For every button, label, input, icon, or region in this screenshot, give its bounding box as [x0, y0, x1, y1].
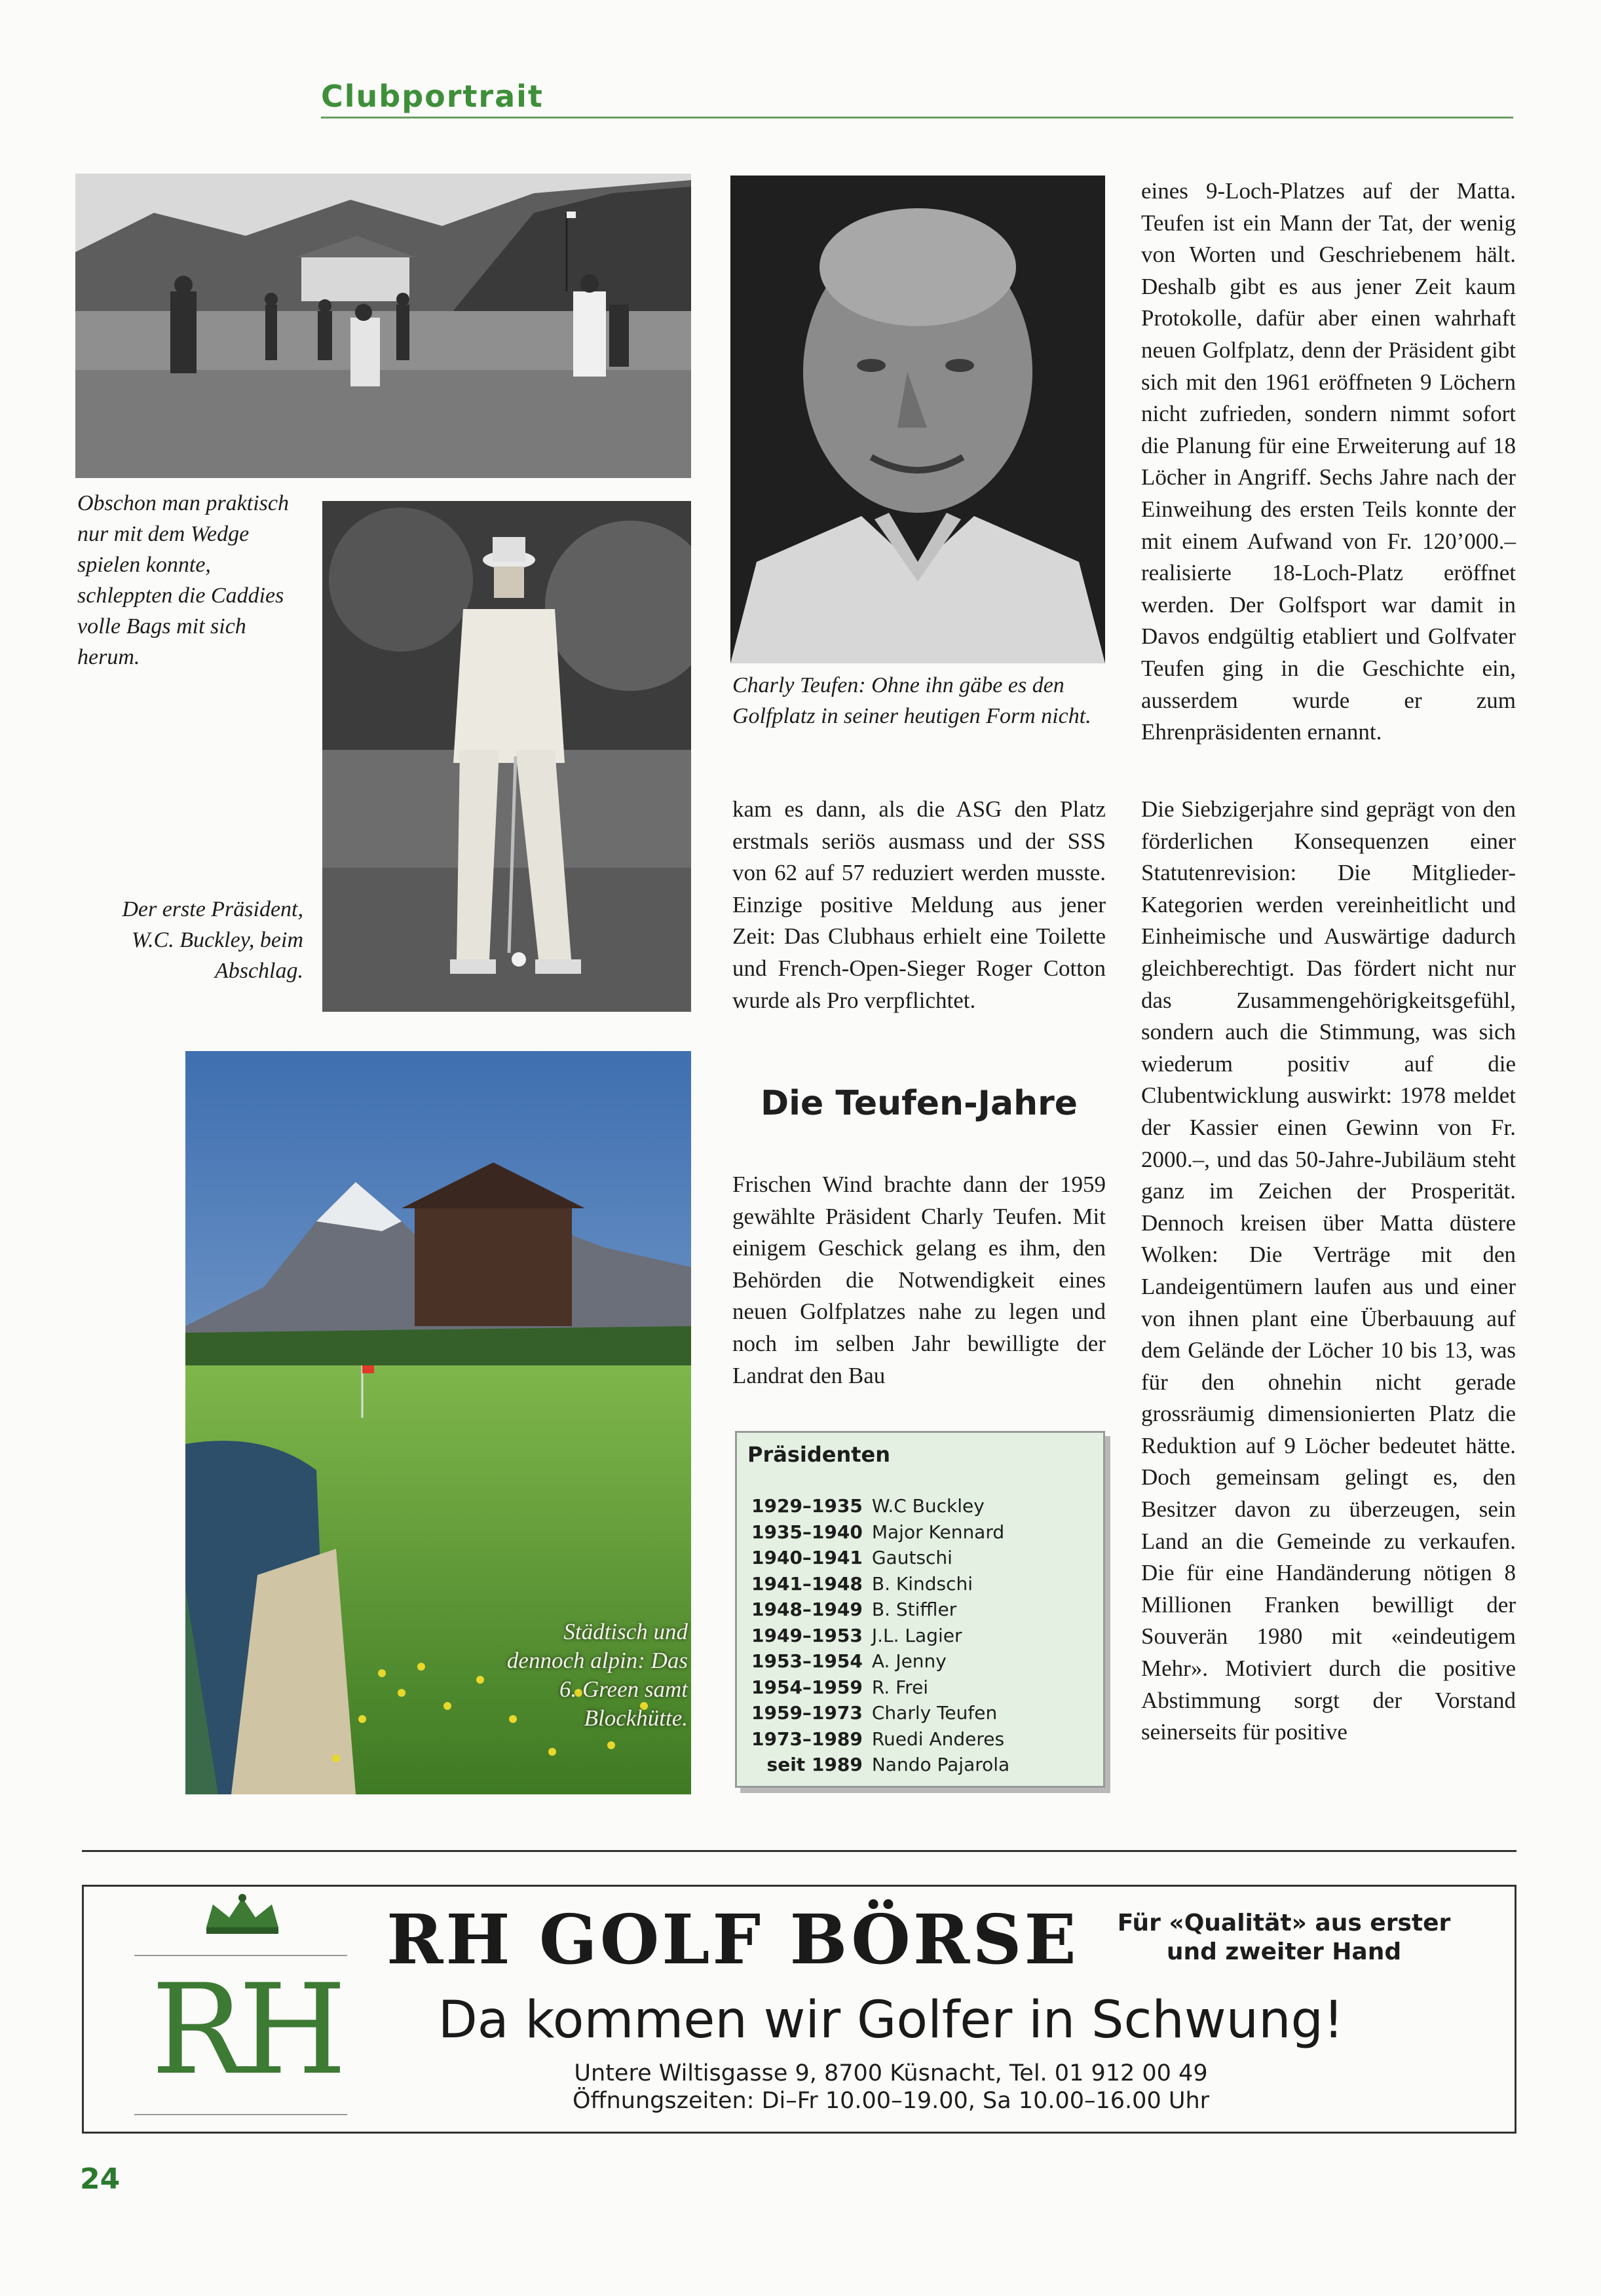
- ad-opening-hours: Öffnungszeiten: Di–Fr 10.00–19.00, Sa 10.00–16.00 Uhr: [572, 2088, 1210, 2114]
- photo-caption-teufen: Charly Teufen: Ohne ihn gäbe es den Golfplatz in seiner heutigen Form nicht.: [732, 673, 1091, 728]
- president-name: R. Frei: [871, 1676, 929, 1698]
- president-name: Major Kennard: [871, 1521, 1005, 1543]
- president-years: 1959–1973: [751, 1702, 863, 1724]
- photo-caption-sixth-green: Städtisch und dennoch alpin: Das 6. Green samt Blockhütte.: [506, 1619, 688, 1731]
- president-row: [751, 1545, 1009, 1571]
- article-column-middle: [732, 794, 1106, 1016]
- president-row: [751, 1571, 1009, 1597]
- president-years: seit 1989: [766, 1754, 863, 1775]
- logo-rule-bottom: [134, 2114, 347, 2115]
- president-name: B. Kindschi: [871, 1572, 973, 1595]
- crown-logo-icon: [193, 1891, 292, 1937]
- president-name: Charly Teufen: [871, 1702, 998, 1724]
- rh-monogram-logo: RH: [151, 1957, 341, 2102]
- photo-caption-caddies: Obschon man praktisch nur mit dem Wedge spielen konnte, schleppten die Caddies volle Bags mit sich herum.: [77, 491, 289, 669]
- president-row: [751, 1648, 1009, 1675]
- president-years: 1954–1959: [751, 1676, 863, 1698]
- article-paragraph: kam es dann, als die ASG den Platz erstmals seriös ausmass und der SSS von 62 auf 57 reduziert werden musste. Einzige positive Meldung aus jener Zeit: Das Clubhaus erhielt eine Toilette und French-Open-Sieger Roger Cotton wurde als Pro verpflichtet.: [732, 796, 1106, 1013]
- ad-title: RH GOLF BÖRSE: [386, 1899, 1079, 1980]
- president-years: 1940–1941: [751, 1547, 863, 1568]
- presidents-title: Präsidenten: [747, 1442, 891, 1467]
- president-years: 1929–1935: [751, 1495, 863, 1517]
- article-column-middle-2: [732, 1169, 1106, 1392]
- article-paragraph: eines 9-Loch-Platzes auf der Matta. Teufen ist ein Mann der Tat, der wenig von Worten und Geschriebenem hält. Deshalb gibt es aus jener Zeit kaum Protokolle, dafür aber einen wahrhaft neuen Golfplatz, denn der Präsident gibt sich mit den 1961 eröffneten 9 Löchern nicht zufrieden, sondern nimmt sofort die Planung für eine Erweiterung auf 18 Löcher in Angriff. Sechs Jahre nach der Einweihung des ersten Teils konnte der mit einem Aufwand von Fr. 120’000.– realisierte 18-Loch-Platz eröffnet werden. Der Golfsport war damit in Davos endgültig etabliert und Golfvater Teufen ging in die Geschichte ein, ausserdem wurde er zum Ehrenpräsidenten ernannt.: [1141, 178, 1516, 745]
- president-row: [751, 1493, 1009, 1519]
- historic-golfers-photo: [75, 174, 691, 478]
- photo-caption-buckley: Der erste Präsident, W.C. Buckley, beim Abschlag.: [122, 897, 303, 983]
- president-row: [751, 1752, 1009, 1778]
- president-row: [751, 1700, 1009, 1726]
- ad-contact: [498, 2060, 1284, 2115]
- president-row: [751, 1519, 1009, 1546]
- president-name: W.C Buckley: [871, 1495, 985, 1517]
- president-name: B. Stiffler: [871, 1599, 957, 1620]
- ad-separator: [82, 1850, 1516, 1852]
- presidents-table: [751, 1493, 1009, 1778]
- article-column-right-2: [1141, 794, 1516, 1749]
- president-row: [751, 1597, 1009, 1623]
- president-row: [751, 1623, 1009, 1649]
- article-paragraph: Die Siebzigerjahre sind geprägt von den förderlichen Konsequenzen einer Statutenrevision: Die Mitglieder-Kategorien werden vereinheitlicht und Einheimische und Auswärtige dadurch gleichberechtigt. Das fördert nicht nur das Zusammengehörigkeitsgefühl, sondern auch die Stimmung, was sich wiederum positiv auf die Clubentwicklung auswirkt: 1978 meldet der Kassier einen Gewinn von Fr. 2000.–, und das 50-Jahre-Jubiläum steht ganz im Zeichen der Prosperität. Dennoch kreisen über Matta düstere Wolken: Die Verträge mit den Landeigentümern laufen aus und einer von ihnen plant eine Überbauung auf dem Gelände der Löcher 10 bis 13, was für den ohnehin nicht gerade grossräumig dimensionierten Platz die Reduktion auf 9 Löcher bedeutet hätte. Doch gemeinsam gelingt es, den Besitzer davon zu überzeugen, sein Land an die Gemeinde zu verkaufen. Die für eine Handänderung nötigen 8 Millionen Franken bewilligt der Souverän 1980 mit «eindeutigem Mehr». Motiviert durch die positive Abstimmung sorgt der Vorstand seinerseits für positive: [1141, 796, 1516, 1745]
- president-years: 1941–1948: [751, 1572, 863, 1595]
- president-name: J.L. Lagier: [871, 1624, 962, 1646]
- ad-quality-line: und zweiter Hand: [1166, 1938, 1402, 1965]
- section-heading-teufen-jahre: Die Teufen-Jahre: [760, 1084, 1078, 1123]
- ad-quality-line: Für «Qualität» aus erster: [1117, 1910, 1451, 1936]
- president-years: 1948–1949: [751, 1599, 863, 1620]
- section-title: Clubportrait: [321, 79, 544, 114]
- president-name: Nando Pajarola: [871, 1754, 1010, 1775]
- president-years: 1935–1940: [751, 1521, 863, 1543]
- ad-quality-text: [1114, 1909, 1454, 1967]
- article-paragraph: Frischen Wind brachte dann der 1959 gewählte Präsident Charly Teufen. Mit einigem Geschick gelang es ihm, den Behörden die Notwendigkeit eines neuen Golfplatzes nahe zu legen und noch im selben Jahr bewilligte der Landrat den Bau: [732, 1172, 1106, 1388]
- page-number: 24: [80, 2162, 121, 2196]
- article-column-right: [1141, 176, 1516, 749]
- buckley-tee-off-photo: [322, 501, 691, 1012]
- president-name: Ruedi Anderes: [871, 1728, 1005, 1750]
- president-years: 1973–1989: [751, 1728, 863, 1750]
- president-years: 1953–1954: [751, 1650, 863, 1672]
- charly-teufen-portrait: [730, 176, 1105, 663]
- president-years: 1949–1953: [751, 1624, 863, 1646]
- president-row: [751, 1675, 1009, 1701]
- president-name: A. Jenny: [871, 1650, 947, 1672]
- ad-address: Untere Wiltisgasse 9, 8700 Küsnacht, Tel. 01 912 00 49: [574, 2060, 1208, 2086]
- presidents-box: [735, 1431, 1105, 1788]
- ad-slogan: Da kommen wir Golfer in Schwung!: [438, 1991, 1344, 2050]
- president-row: [751, 1726, 1009, 1752]
- president-name: Gautschi: [871, 1547, 952, 1568]
- header-rule: [321, 117, 1513, 119]
